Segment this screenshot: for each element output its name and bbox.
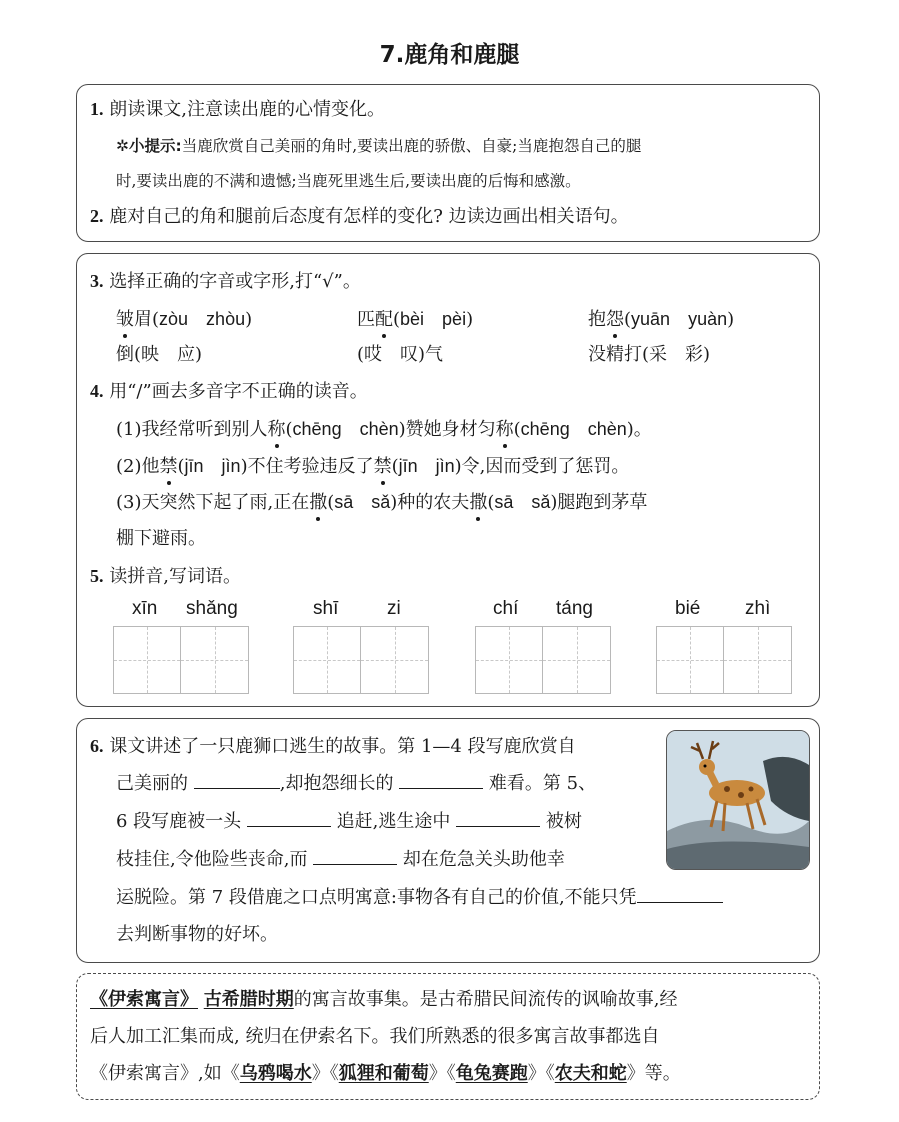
answer-blank-3[interactable]: [247, 810, 331, 827]
sentence-text: (1)我经常听到别人: [116, 419, 268, 440]
writing-grid-2[interactable]: [293, 626, 429, 694]
choice-item-5[interactable]: (哎 叹)气: [357, 344, 444, 365]
summary-text: 运脱险。第 7 段借鹿之口点明寓意:事物各有自己的价值,不能只凭: [116, 887, 637, 908]
sentence-text: )不住考验违反了: [240, 456, 374, 477]
choice-item-3[interactable]: [588, 308, 734, 331]
sentence-text: )。: [626, 419, 652, 440]
summary-text: 被树: [540, 811, 582, 832]
tip-heading: ✲小提示:: [116, 137, 182, 155]
sentence-text: )赞她身材匀: [398, 419, 496, 440]
pinyin-options: jīn jìn: [398, 456, 455, 476]
question-number: 2.: [90, 206, 104, 226]
summary-line-4: [116, 848, 565, 871]
answer-blank-1[interactable]: [194, 772, 280, 789]
pinyin-options: chēng chèn: [520, 419, 627, 439]
dotted-character: 撒: [469, 492, 488, 513]
summary-text: 6 段写鹿被一头: [116, 811, 242, 832]
summary-line-3: [116, 810, 582, 833]
pinyin-word-1a: xīn: [132, 598, 158, 619]
pinyin-options: bèi pèi: [400, 309, 467, 329]
choice-text: ): [245, 309, 253, 330]
sentence-text: (: [513, 419, 521, 440]
dotted-character: 皱: [116, 309, 134, 330]
pinyin-word-4b: zhì: [745, 598, 771, 619]
info-text: 》《: [311, 1063, 339, 1084]
answer-blank-4[interactable]: [456, 810, 540, 827]
choice-text: 眉(: [134, 309, 160, 330]
summary-line-5: [116, 886, 723, 909]
summary-text: 难看。第 5、: [483, 773, 597, 794]
summary-text: 却在危急关头助他幸: [397, 849, 565, 870]
pinyin-options: chēng chèn: [292, 419, 399, 439]
choice-text: ): [727, 309, 735, 330]
question-number: 5.: [90, 566, 104, 586]
pinyin-options: yuān yuàn: [631, 309, 728, 329]
dotted-character: 称: [495, 419, 514, 440]
writing-grid-4[interactable]: [656, 626, 792, 694]
pinyin-options: jīn jìn: [184, 456, 241, 476]
summary-text: 枝挂住,令他险些丧命,而: [116, 849, 308, 870]
tip-text: 当鹿欣赏自己美丽的角时,要读出鹿的骄傲、自豪;当鹿抱怨自己的腿: [181, 137, 642, 155]
question-text: 课文讲述了一只鹿狮口逃生的故事。第 1—4 段写鹿欣赏自: [109, 736, 576, 757]
writing-grid-1[interactable]: [113, 626, 249, 694]
choice-item-6[interactable]: 没精打(采 彩): [588, 344, 711, 365]
pinyin-word-2b: zi: [387, 598, 401, 619]
choice-item-2[interactable]: [357, 308, 473, 331]
summary-line-6: 去判断事物的好坏。: [116, 924, 278, 945]
question-2: [90, 205, 629, 228]
deer-illustration: [666, 730, 810, 870]
dotted-character: 怨: [606, 309, 624, 330]
pinyin-word-1b: shǎng: [186, 598, 238, 619]
sentence-text: (2)他: [116, 456, 160, 477]
choice-text: 匹: [357, 309, 375, 330]
info-line-1: [90, 989, 677, 1011]
dotted-character: 称: [267, 419, 286, 440]
pinyin-word-4a: bié: [675, 598, 701, 619]
question-text: 读拼音,写词语。: [109, 566, 241, 587]
info-text: 《伊索寓言》,如《: [90, 1063, 240, 1084]
sentence-1[interactable]: [116, 418, 652, 441]
choice-item-4[interactable]: 倒(映 应): [116, 344, 203, 365]
pinyin-options: sā sǎ: [494, 492, 551, 512]
info-text: 的寓言故事集。是古希腊民间流传的讽喻故事,经: [293, 989, 678, 1010]
question-number: 1.: [90, 99, 104, 119]
info-line-2: 后人加工汇集而成, 统归在伊索名下。我们所熟悉的很多寓言故事都选自: [90, 1026, 660, 1047]
sentence-text: (: [487, 492, 495, 513]
period-label: 古希腊时期: [203, 989, 294, 1010]
info-text: 》等。: [626, 1063, 681, 1084]
info-line-3: [90, 1063, 681, 1085]
story-title: 狐狸和葡萄: [338, 1063, 429, 1084]
choice-text: ): [466, 309, 474, 330]
question-text: 用“/”画去多音字不正确的读音。: [109, 381, 368, 402]
sentence-text: (: [285, 419, 293, 440]
dotted-character: 禁: [373, 456, 392, 477]
question-number: 4.: [90, 381, 104, 401]
pinyin-options: sā sǎ: [334, 492, 391, 512]
summary-line-2: [116, 772, 596, 795]
sentence-3-continued: 棚下避雨。: [116, 528, 206, 549]
pinyin-word-3a: chí: [493, 598, 519, 619]
question-text: 鹿对自己的角和腿前后态度有怎样的变化? 边读边画出相关语句。: [109, 206, 629, 227]
pinyin-word-3b: táng: [556, 598, 593, 619]
pinyin-options: zòu zhòu: [159, 309, 246, 329]
sentence-text: )腿跑到茅草: [550, 492, 648, 513]
answer-blank-6[interactable]: [637, 886, 723, 903]
tip-line-1: [116, 135, 641, 157]
question-4: [90, 380, 368, 403]
summary-text: 追赶,逃生途中: [330, 811, 451, 832]
tip-line-2: 时,要读出鹿的不满和遗憾;当鹿死里逃生后,要读出鹿的后悔和感激。: [116, 172, 581, 190]
dotted-character: 配: [375, 309, 393, 330]
story-title: 农夫和蛇: [554, 1063, 627, 1084]
sentence-text: (: [391, 456, 399, 477]
sentence-text: )种的农夫: [390, 492, 470, 513]
sentence-text: (: [177, 456, 185, 477]
summary-text: 己美丽的: [116, 773, 188, 794]
choice-text: (: [393, 309, 401, 330]
book-title: 《伊索寓言》: [90, 989, 198, 1010]
dotted-character: 禁: [159, 456, 178, 477]
page-title: 7.鹿角和鹿腿: [379, 42, 520, 68]
writing-grid-3[interactable]: [475, 626, 611, 694]
summary-text: ,却抱怨细长的: [279, 773, 394, 794]
dotted-character: 撒: [309, 492, 328, 513]
question-text: 朗读课文,注意读出鹿的心情变化。: [109, 99, 385, 120]
info-text: 》《: [527, 1063, 555, 1084]
sentence-text: )令,因而受到了惩罚。: [454, 456, 630, 477]
question-text: 选择正确的字音或字形,打“√”。: [109, 271, 361, 292]
sentence-2[interactable]: [116, 455, 629, 478]
sentence-text: (3)天突然下起了雨,正在: [116, 492, 310, 513]
question-6: [90, 735, 576, 758]
info-text: 》《: [428, 1063, 456, 1084]
question-5: [90, 565, 241, 588]
question-1: [90, 98, 385, 121]
choice-text: (: [624, 309, 632, 330]
question-3: [90, 270, 361, 293]
story-title: 龟兔赛跑: [455, 1063, 528, 1084]
sentence-3[interactable]: [116, 491, 647, 514]
question-number: 6.: [90, 736, 104, 756]
story-title: 乌鸦喝水: [239, 1063, 312, 1084]
question-number: 3.: [90, 271, 104, 291]
choice-item-1[interactable]: [116, 308, 252, 331]
choice-text: 抱: [588, 309, 606, 330]
answer-blank-5[interactable]: [313, 848, 397, 865]
answer-blank-2[interactable]: [399, 772, 483, 789]
sentence-text: (: [327, 492, 335, 513]
pinyin-word-2a: shī: [313, 598, 339, 619]
